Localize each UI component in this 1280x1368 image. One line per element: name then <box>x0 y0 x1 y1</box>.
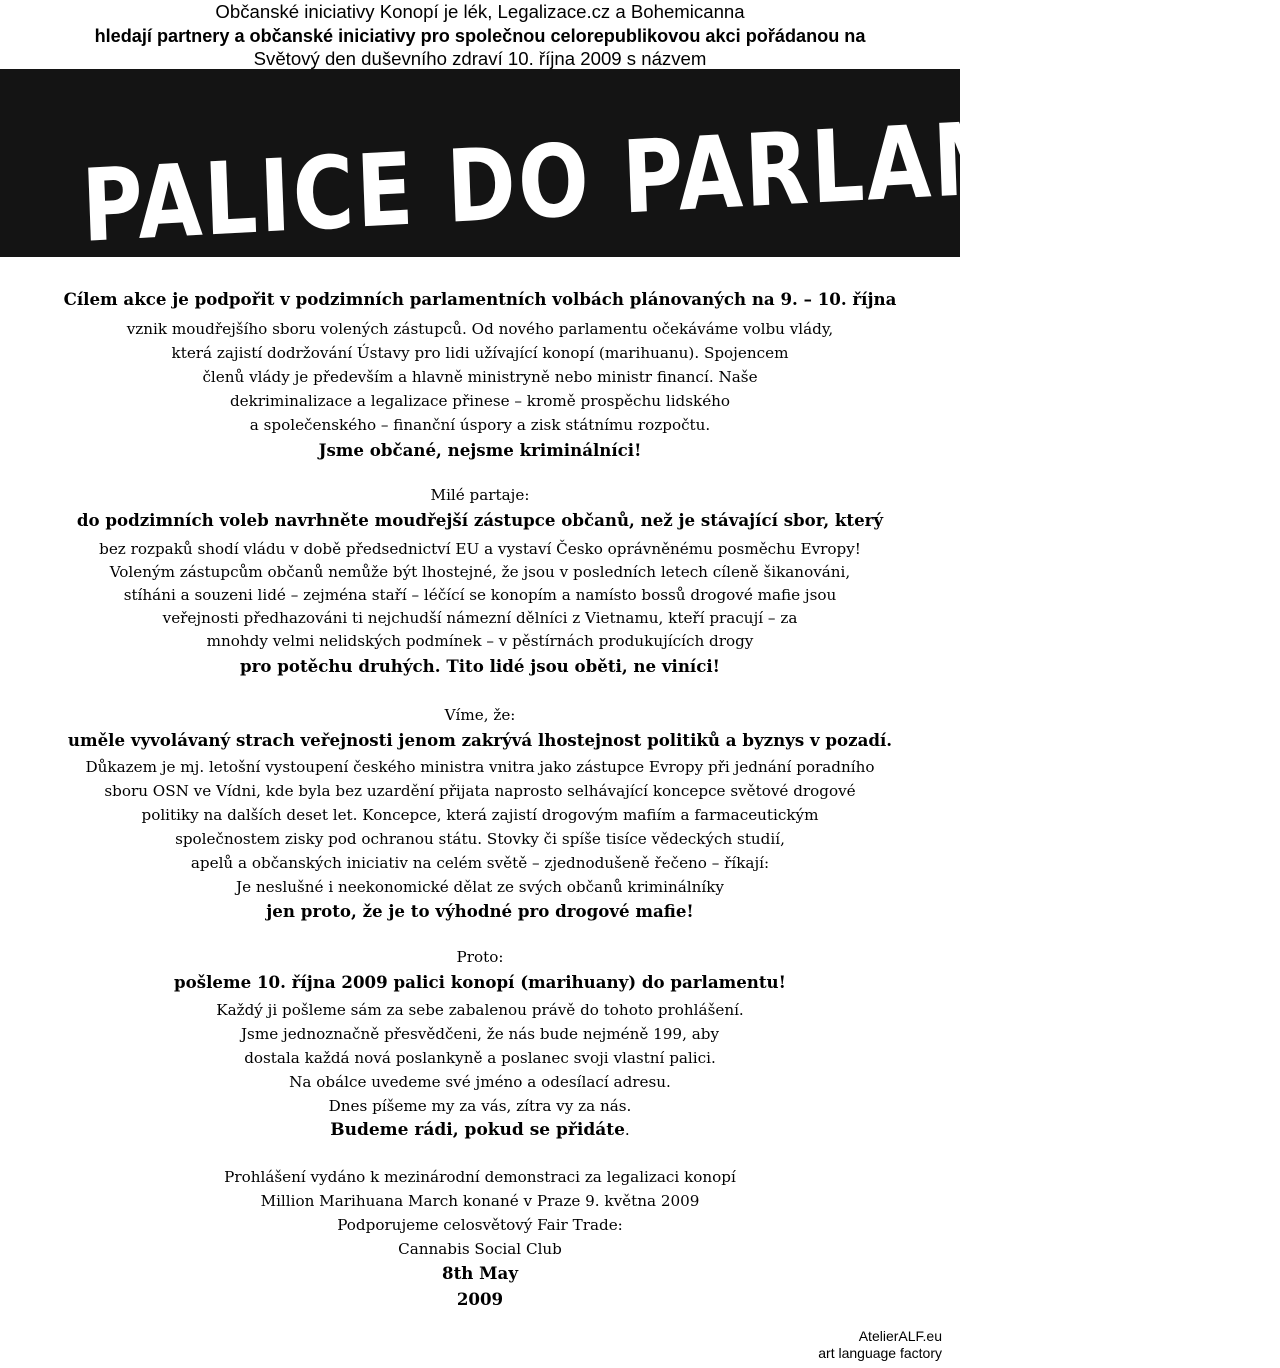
parties-closing: pro potěchu druhých. Tito lidé jsou oběti, ne viníci! <box>240 656 720 676</box>
parties-line: Voleným zástupcům občanů nemůže být lhostejné, že jsou v posledních letech cíleně šikanováni, <box>109 563 851 581</box>
know-line: společnostem zisky pod ochranou státu. Stovky či spíše tisíce vědeckých studií, <box>175 830 785 848</box>
parties-line: mnohdy velmi nelidských podmínek – v pěstírnách produkujících drogy <box>206 632 754 650</box>
parties-line: veřejnosti předhazováni ti nejchudší námezní dělníci z Vietnamu, kteří pracují – za <box>162 609 798 627</box>
know-line: apelů a občanských iniciativ na celém světě – zjednodušeně řečeno – říkají: <box>190 854 770 872</box>
parties-line: bez rozpaků shodí vládu v době předsednictví EU a vystaví Česko oprávněnému posměchu Evropy! <box>99 540 861 558</box>
parties-heading: do podzimních voleb navrhněte moudřejší zástupce občanů, než je stávající sbor, který <box>76 510 884 530</box>
therefore-line: Na obálce uvedeme své jméno a odesílací adresu. <box>289 1073 671 1091</box>
intro-line: dekriminalizace a legalizace přinese – kromě prospěchu lidského <box>229 392 731 410</box>
intro-heading: Cílem akce je podpořit v podzimních parlamentních volbách plánovaných na 9. – 10. října <box>63 289 897 309</box>
therefore-heading: pošleme 10. října 2009 palici konopí (marihuany) do parlamentu! <box>174 972 786 992</box>
know-line: Je neslušné i neekonomické dělat ze svých občanů kriminálníky <box>236 878 724 896</box>
therefore-line: Každý ji pošleme sám za sebe zabalenou právě do tohoto prohlášení. <box>216 1001 744 1019</box>
brand-tagline: art language factory <box>818 1345 942 1361</box>
therefore-closing-tail: . <box>624 1121 630 1139</box>
declaration-year: 2009 <box>456 1289 504 1309</box>
intro-line: která zajistí dodržování Ústavy pro lidi užívající konopí (marihuanu). Spojencem <box>171 344 789 362</box>
intro-line: členů vlády je především a hlavně ministryně nebo ministr financí. Naše <box>202 368 758 386</box>
header-line-2: hledají partnery a občanské iniciativy pro společnou celorepublikovou akci pořádanou na <box>94 26 866 46</box>
know-salutation: Víme, že: <box>444 706 516 724</box>
know-heading: uměle vyvolávaný strach veřejnosti jenom zakrývá lhostejnost politiků a byznys v pozadí. <box>67 730 893 750</box>
intro-closing: Jsme občané, nejsme kriminálníci! <box>318 440 642 460</box>
parties-line: stíháni a souzeni lidé – zejména staří – léčící se konopím a namísto bossů drogové mafie jsou <box>123 586 837 604</box>
header-line-3: Světový den duševního zdraví 10. října 2009 s názvem <box>253 48 707 69</box>
intro-line: a společenského – finanční úspory a zisk státnímu rozpočtu. <box>249 416 711 434</box>
intro-line: vznik moudřejšího sboru volených zástupců. Od nového parlamentu očekáváme volbu vlády, <box>126 320 834 338</box>
title-banner <box>0 69 1280 265</box>
declaration-line: Podporujeme celosvětový Fair Trade: <box>337 1216 623 1234</box>
therefore-line: Jsme jednoznačně přesvědčeni, že nás bude nejméně 199, aby <box>240 1025 720 1043</box>
therefore-closing <box>0 1119 960 1141</box>
know-line: politiky na dalších deset let. Koncepce, která zajistí drogovým mafiím a farmaceutickým <box>141 806 819 824</box>
therefore-salutation: Proto: <box>456 948 504 966</box>
brand-name: AtelierALF.eu <box>858 1328 942 1344</box>
declaration-line: Million Marihuana March konané v Praze 9. května 2009 <box>260 1192 700 1210</box>
declaration-date: 8th May <box>442 1263 518 1283</box>
know-line: Důkazem je mj. letošní vystoupení českého ministra vnitra jako zástupce Evropy při jednání poradního <box>85 758 875 776</box>
declaration-line: Cannabis Social Club <box>398 1240 562 1258</box>
banner-title: PALICE DO PARLAMENTU <box>79 85 1280 265</box>
declaration-line: Prohlášení vydáno k mezinárodní demonstraci za legalizaci konopí <box>224 1168 736 1186</box>
therefore-line: dostala každá nová poslankyně a poslanec svoji vlastní palici. <box>244 1049 716 1067</box>
therefore-line: Dnes píšeme my za vás, zítra vy za nás. <box>328 1097 632 1115</box>
header-line-1: Občanské iniciativy Konopí je lék, Legalizace.cz a Bohemicanna <box>215 1 745 22</box>
footer-brand <box>818 1328 942 1362</box>
parties-salutation: Milé partaje: <box>430 486 530 504</box>
know-line: sboru OSN ve Vídni, kde byla bez uzardění přijata naprosto selhávající koncepce světové drogové <box>104 782 856 800</box>
know-closing: jen proto, že je to výhodné pro drogové mafie! <box>266 901 694 921</box>
therefore-closing-bold: Budeme rádi, pokud se přidáte <box>330 1120 625 1140</box>
